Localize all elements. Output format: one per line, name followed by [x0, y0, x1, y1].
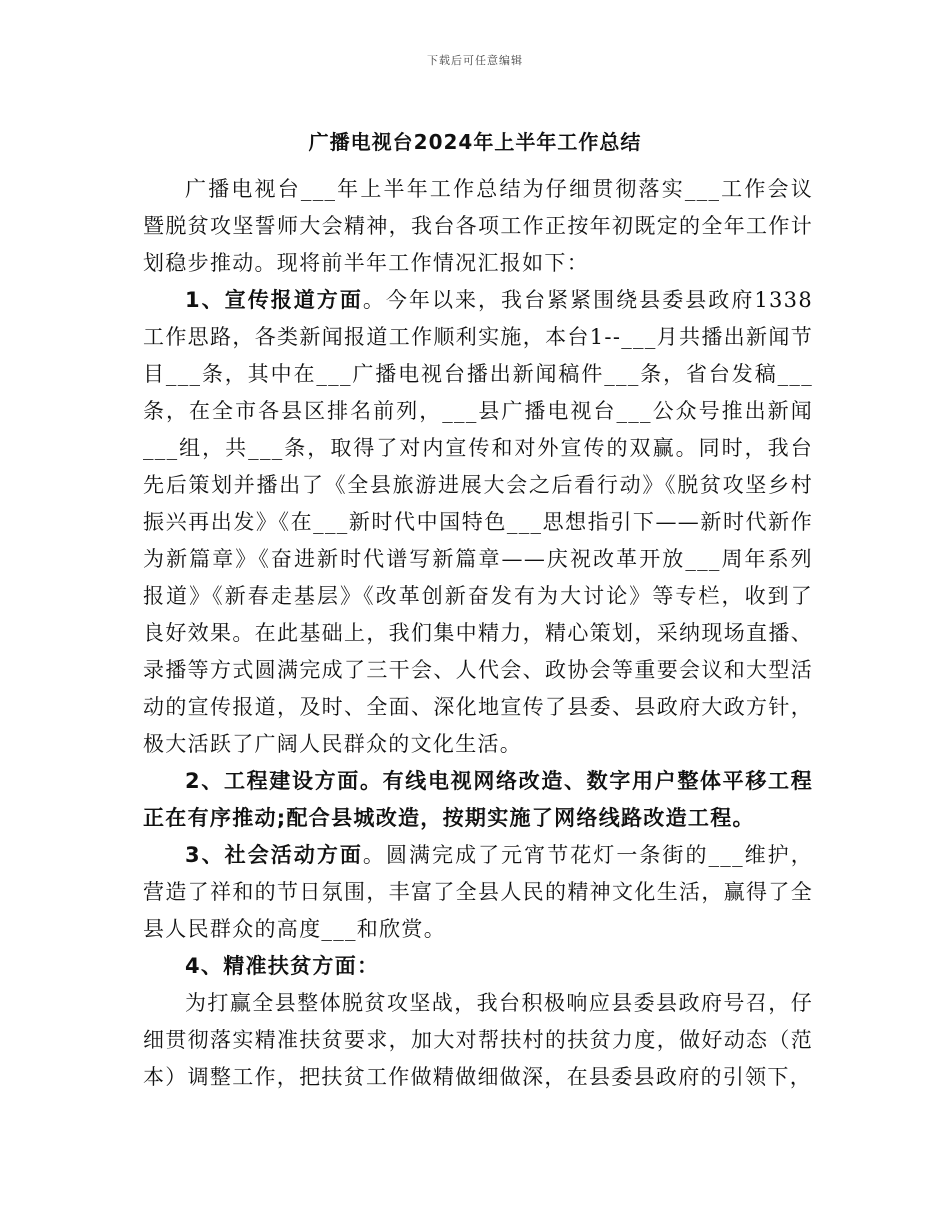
poverty-heading: 4、精准扶贫方面：	[185, 954, 380, 978]
publicity-heading: 1、宣传报道方面	[185, 288, 363, 312]
social-activity-heading: 3、社会活动方面	[185, 843, 363, 867]
poverty-heading-paragraph	[143, 948, 813, 985]
social-activity-paragraph	[143, 837, 813, 948]
engineering-paragraph: 2、工程建设方面。有线电视网络改造、数字用户整体平移工程正在有序推动;配合县城改造，按期实施了网络线路改造工程。	[143, 769, 813, 830]
social-activity-body: 。圆满完成了元宵节花灯一条街的___维护，营造了祥和的节日氛围，丰富了全县人民的精神文化生活，赢得了全县人民群众的高度___和欣赏。	[143, 843, 813, 941]
intro-paragraph: 广播电视台___年上半年工作总结为仔细贯彻落实___工作会议暨脱贫攻坚誓师大会精神，我台各项工作正按年初既定的全年工作计划稳步推动。现将前半年工作情况汇报如下：	[143, 177, 813, 275]
publicity-paragraph	[143, 282, 813, 763]
header-note: 下载后可任意编辑	[427, 54, 523, 67]
poverty-body-paragraph: 为打赢全县整体脱贫攻坚战，我台积极响应县委县政府号召，仔细贯彻落实精准扶贫要求，加大对帮扶村的扶贫力度，做好动态（范本）调整工作，把扶贫工作做精做细做深，在县委县政府的引领下，	[143, 991, 813, 1089]
document-body	[143, 171, 813, 1096]
document-title: 广播电视台2024年上半年工作总结	[308, 130, 642, 154]
publicity-body: 。今年以来，我台紧紧围绕县委县政府1338工作思路，各类新闻报道工作顺利实施，本台1--___月共播出新闻节目___条，其中在___广播电视台播出新闻稿件___条，省台发稿___条，在全市各县区排名前列，___县广播电视台___公众号推出新闻___组，共___条，取得了对内宣传和对外宣传的双赢。同时，我台先后策划并播出了《全县旅游进展大会之后看行动》《脱贫攻坚乡村振兴再出发》《在___新时代中国特色___思想指引下——新时代新作为新篇章》《奋进新时代谱写新篇章——庆祝改革开放___周年系列报道》《新春走基层》《改革创新奋发有为大讨论》等专栏，收到了良好效果。在此基础上，我们集中精力，精心策划，采纳现场直播、录播等方式圆满完成了三干会、人代会、政协会等重要会议和大型活动的宣传报道，及时、全面、深化地宣传了县委、县政府大政方针，极大活跃了广阔人民群众的文化生活。	[143, 288, 814, 756]
